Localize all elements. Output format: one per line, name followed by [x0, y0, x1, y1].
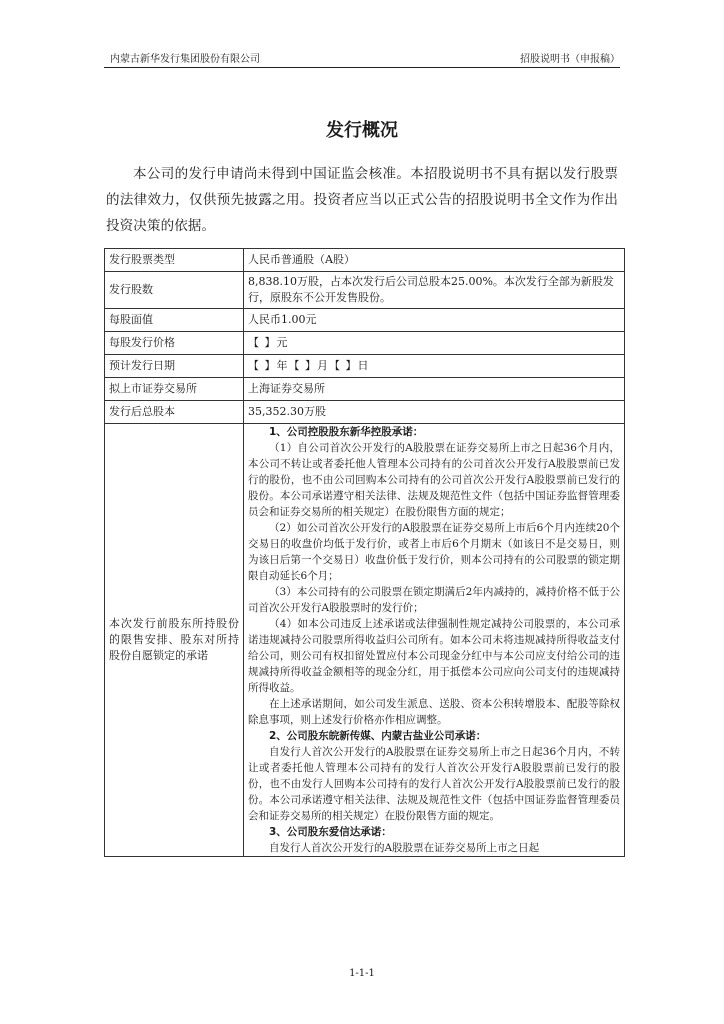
row-value: 35,352.30万股 — [244, 401, 625, 424]
notice-paragraph: 本公司的发行申请尚未得到中国证监会核准。本招股说明书不具有据以发行股票的法律效力，仅供预先披露之用。投资者应当以正式公告的招股说明书全文作为作出投资决策的依据。 — [106, 166, 618, 234]
page-number: 1-1-1 — [349, 968, 375, 979]
table-row — [105, 355, 625, 378]
commitment-paragraph: （1）自公司首次公开发行的A股股票在证券交易所上市之日起36个月内，本公司不转让或者委托他人管理本公司持有的公司首次公开发行A股股票前已发行的股份，也不由公司回购本公司持有的公司首次公开发行A股股票前已发行的股份。本公司承诺遵守相关法律、法规及规范性文件（包括中国证券监督管理委员会和证券交易所的相关规定）在股份限售方面的规定； — [248, 442, 620, 518]
table-row — [105, 378, 625, 401]
commitment-paragraph: （4）如本公司违反上述承诺或法律强制性规定减持公司股票的，本公司承诺违规减持公司股票所得收益归公司所有。如本公司未将违规减持所得收益支付给公司，则公司有权扣留处置应付本公司现金分红中与本公司应支付给公司的违规减持所得收益金额相等的现金分红，用于抵偿本公司应向公司支付的违规减持所得收益。 — [248, 618, 620, 694]
table-row — [105, 401, 625, 424]
table-row-commitments — [105, 424, 625, 857]
row-label: 拟上市证券交易所 — [105, 378, 244, 401]
table-row — [105, 309, 625, 332]
row-value: 8,838.10万股，占本次发行后公司总股本25.00%。本次发行全部为新股发行，原股东不公开发售股份。 — [244, 272, 625, 309]
header-doc-type: 招股说明书（申报稿） — [520, 54, 620, 65]
row-label: 预计发行日期 — [105, 355, 244, 378]
commitment-paragraph: 自发行人首次公开发行的A股股票在证券交易所上市之日起 — [269, 842, 540, 854]
table-row — [105, 332, 625, 355]
header-company: 内蒙古新华发行集团股份有限公司 — [110, 54, 260, 65]
row-value: 人民币普通股（A股） — [244, 249, 625, 272]
row-label: 每股发行价格 — [105, 332, 244, 355]
commitment-heading: 3、公司股东爱信达承诺： — [269, 826, 392, 838]
commitment-paragraph: （2）如公司首次公开发行的A股股票在证券交易所上市后6个月内连续20个交易日的收盘价均低于发行价，或者上市后6个月期末（如该日不是交易日，则为该日后第一个交易日）收盘价低于发行价，则本公司持有的公司股票的锁定期限自动延长6个月； — [248, 522, 620, 582]
row-value: 【 】年【 】月【 】日 — [244, 355, 625, 378]
row-value: 【 】元 — [244, 332, 625, 355]
row-label: 发行股票类型 — [105, 249, 244, 272]
row-value: 上海证券交易所 — [244, 378, 625, 401]
commitment-paragraph: 自发行人首次公开发行的A股股票在证券交易所上市之日起36个月内，不转让或者委托他人管理本公司持有的发行人首次公开发行A股股票前已发行的股份，也不由发行人回购本公司持有的发行人首次公开发行A股股票前已发行的股份。本公司承诺遵守相关法律、法规及规范性文件（包括中国证券监督管理委员会和证券交易所的相关规定）在股份限售方面的规定。 — [248, 746, 620, 822]
table-row — [105, 249, 625, 272]
commitment-content — [244, 424, 625, 857]
row-value: 人民币1.00元 — [244, 309, 625, 332]
row-label: 发行股数 — [105, 272, 244, 309]
table-row — [105, 272, 625, 309]
row-label: 发行后总股本 — [105, 401, 244, 424]
row-label: 每股面值 — [105, 309, 244, 332]
commitment-paragraph: 在上述承诺期间，如公司发生派息、送股、资本公积转增股本、配股等除权除息事项，则上述发行价格亦作相应调整。 — [248, 698, 620, 726]
commitment-heading: 2、公司股东皖新传媒、内蒙古盐业公司承诺： — [269, 730, 487, 742]
header-divider — [104, 67, 620, 68]
page-title: 发行概况 — [326, 120, 398, 141]
commitment-paragraph: （3）本公司持有的公司股票在锁定期满后2年内减持的，减持价格不低于公司首次公开发行A股股票时的发行价； — [248, 586, 620, 614]
offering-table — [104, 248, 625, 857]
commitment-heading: 1、公司控股股东新华控股承诺： — [269, 426, 424, 438]
commitment-label: 本次发行前股东所持股份的限售安排、股东对所持股份自愿锁定的承诺 — [105, 424, 244, 857]
